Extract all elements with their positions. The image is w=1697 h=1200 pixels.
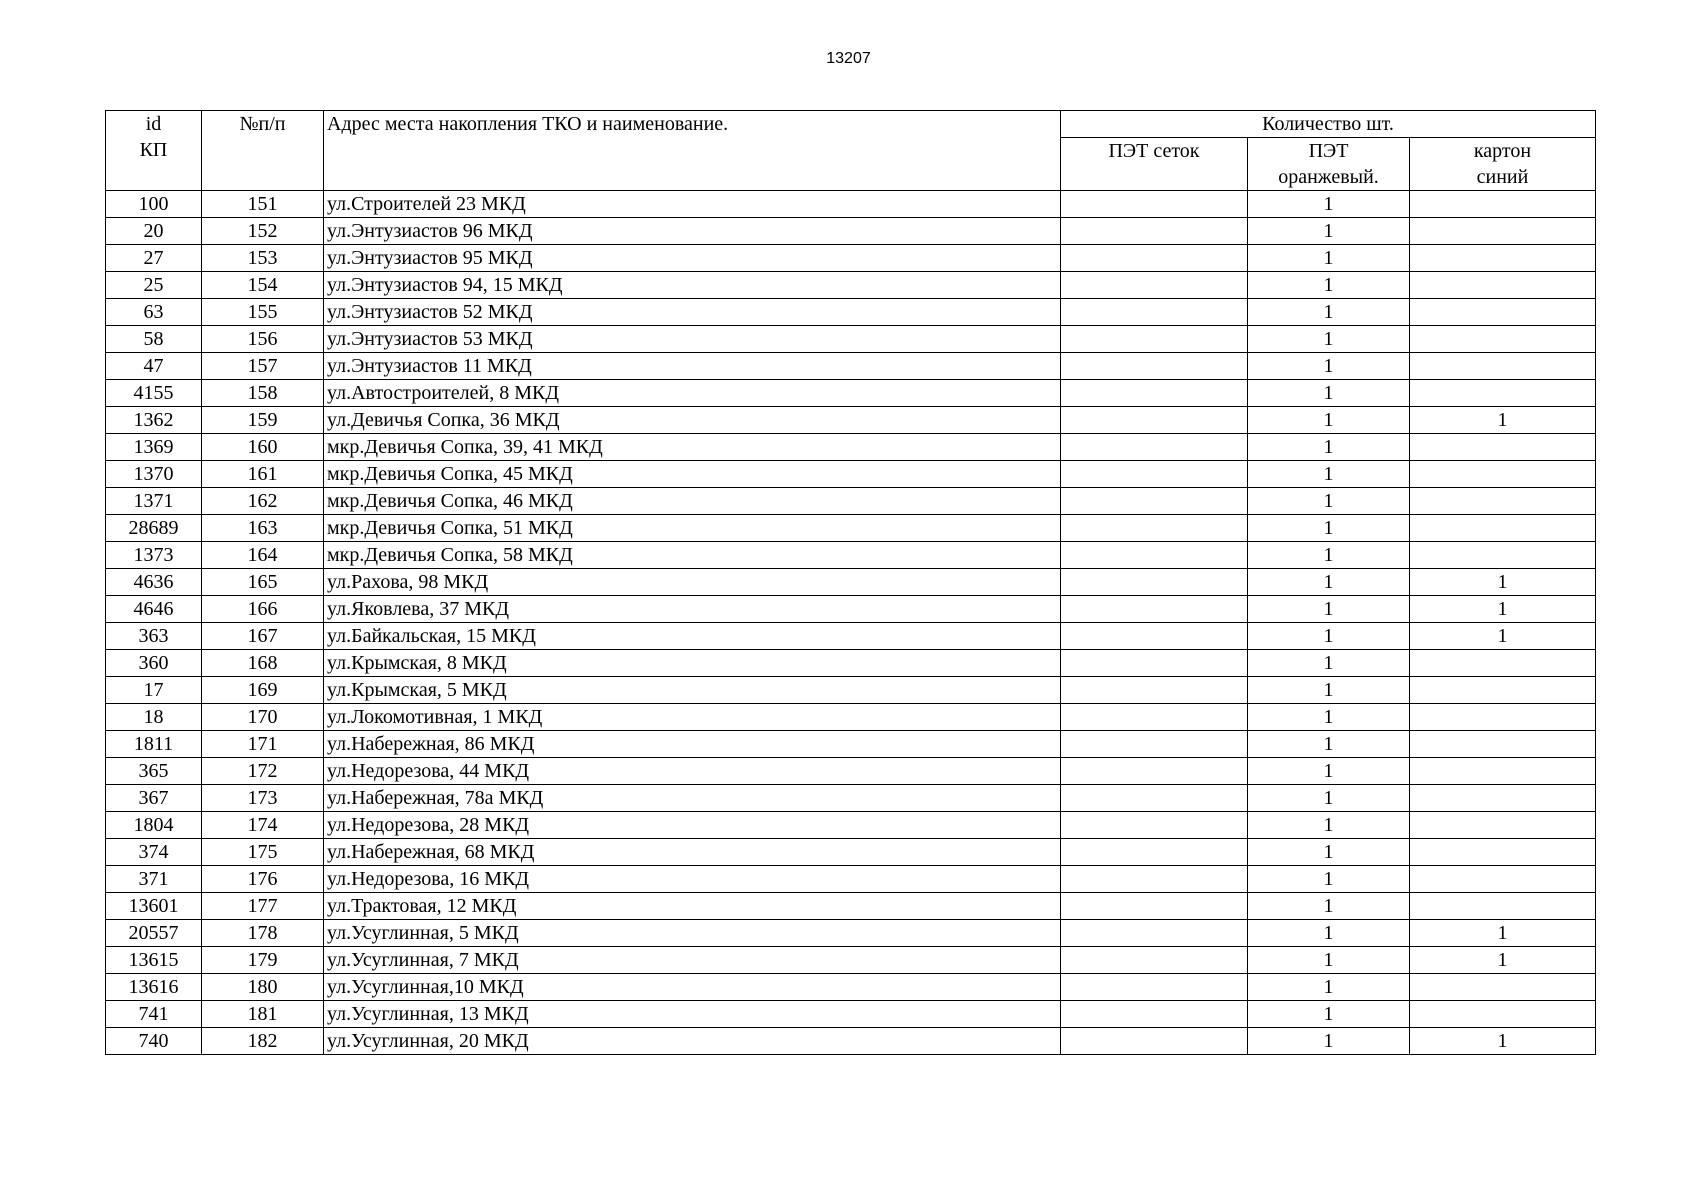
- cell-num: 169: [202, 677, 324, 704]
- cell-id: 741: [106, 1001, 202, 1028]
- cell-carton-blue: [1410, 461, 1596, 488]
- cell-num: 176: [202, 866, 324, 893]
- cell-pet-orange: 1: [1248, 650, 1410, 677]
- cell-carton-blue: [1410, 893, 1596, 920]
- cell-pet-orange: 1: [1248, 839, 1410, 866]
- header-pet-orange-line1: ПЭТ: [1308, 140, 1349, 162]
- cell-pet-orange: 1: [1248, 785, 1410, 812]
- cell-pet-set: [1061, 542, 1248, 569]
- cell-num: 155: [202, 299, 324, 326]
- cell-pet-set: [1061, 461, 1248, 488]
- cell-num: 173: [202, 785, 324, 812]
- table-row: [106, 434, 1596, 461]
- cell-address: ул.Набережная, 68 МКД: [324, 839, 1061, 866]
- cell-carton-blue: [1410, 704, 1596, 731]
- header-num: №п/п: [202, 111, 324, 191]
- table-header: [106, 111, 1596, 191]
- cell-id: 1362: [106, 407, 202, 434]
- cell-pet-orange: 1: [1248, 596, 1410, 623]
- cell-pet-orange: 1: [1248, 623, 1410, 650]
- cell-address: мкр.Девичья Сопка, 46 МКД: [324, 488, 1061, 515]
- cell-id: 365: [106, 758, 202, 785]
- cell-pet-orange: 1: [1248, 380, 1410, 407]
- cell-pet-set: [1061, 434, 1248, 461]
- cell-carton-blue: [1410, 677, 1596, 704]
- cell-pet-orange: 1: [1248, 407, 1410, 434]
- table-body: [106, 191, 1596, 1055]
- cell-pet-set: [1061, 812, 1248, 839]
- table-row: [106, 353, 1596, 380]
- cell-num: 151: [202, 191, 324, 218]
- cell-pet-set: [1061, 407, 1248, 434]
- cell-num: 170: [202, 704, 324, 731]
- table-row: [106, 650, 1596, 677]
- cell-carton-blue: 1: [1410, 596, 1596, 623]
- cell-num: 177: [202, 893, 324, 920]
- table-row: [106, 947, 1596, 974]
- cell-carton-blue: [1410, 974, 1596, 1001]
- table-row: [106, 569, 1596, 596]
- cell-id: 4646: [106, 596, 202, 623]
- cell-pet-set: [1061, 785, 1248, 812]
- cell-num: 181: [202, 1001, 324, 1028]
- cell-pet-orange: 1: [1248, 218, 1410, 245]
- cell-address: ул.Энтузиастов 53 МКД: [324, 326, 1061, 353]
- cell-num: 167: [202, 623, 324, 650]
- cell-id: 374: [106, 839, 202, 866]
- containers-table: [105, 110, 1596, 1055]
- cell-pet-orange: 1: [1248, 893, 1410, 920]
- cell-id: 1369: [106, 434, 202, 461]
- cell-num: 165: [202, 569, 324, 596]
- table-row: [106, 461, 1596, 488]
- cell-id: 360: [106, 650, 202, 677]
- cell-pet-set: [1061, 1028, 1248, 1055]
- cell-pet-set: [1061, 839, 1248, 866]
- cell-carton-blue: [1410, 650, 1596, 677]
- cell-carton-blue: 1: [1410, 920, 1596, 947]
- cell-pet-set: [1061, 596, 1248, 623]
- table-row: [106, 866, 1596, 893]
- table-row: [106, 839, 1596, 866]
- cell-pet-orange: 1: [1248, 866, 1410, 893]
- cell-carton-blue: 1: [1410, 1028, 1596, 1055]
- cell-pet-orange: 1: [1248, 245, 1410, 272]
- cell-address: ул.Усуглинная, 13 МКД: [324, 1001, 1061, 1028]
- cell-carton-blue: [1410, 380, 1596, 407]
- cell-pet-orange: 1: [1248, 542, 1410, 569]
- cell-carton-blue: [1410, 272, 1596, 299]
- cell-pet-set: [1061, 326, 1248, 353]
- cell-carton-blue: [1410, 1001, 1596, 1028]
- cell-num: 178: [202, 920, 324, 947]
- cell-address: мкр.Девичья Сопка, 58 МКД: [324, 542, 1061, 569]
- cell-pet-orange: 1: [1248, 461, 1410, 488]
- cell-id: 63: [106, 299, 202, 326]
- cell-pet-orange: 1: [1248, 947, 1410, 974]
- cell-address: ул.Автостроителей, 8 МКД: [324, 380, 1061, 407]
- cell-pet-orange: 1: [1248, 677, 1410, 704]
- cell-pet-set: [1061, 245, 1248, 272]
- table-row: [106, 218, 1596, 245]
- cell-pet-set: [1061, 353, 1248, 380]
- header-id: [106, 111, 202, 191]
- cell-carton-blue: [1410, 245, 1596, 272]
- cell-num: 154: [202, 272, 324, 299]
- cell-address: ул.Энтузиастов 96 МКД: [324, 218, 1061, 245]
- cell-address: ул.Энтузиастов 94, 15 МКД: [324, 272, 1061, 299]
- table-row: [106, 596, 1596, 623]
- cell-id: 20557: [106, 920, 202, 947]
- table-row: [106, 191, 1596, 218]
- cell-address: мкр.Девичья Сопка, 51 МКД: [324, 515, 1061, 542]
- header-id-line2: КП: [139, 139, 168, 161]
- cell-pet-orange: 1: [1248, 1028, 1410, 1055]
- cell-carton-blue: [1410, 785, 1596, 812]
- cell-address: ул.Энтузиастов 11 МКД: [324, 353, 1061, 380]
- cell-num: 162: [202, 488, 324, 515]
- cell-id: 1373: [106, 542, 202, 569]
- cell-address: ул.Энтузиастов 52 МКД: [324, 299, 1061, 326]
- cell-pet-orange: 1: [1248, 974, 1410, 1001]
- cell-pet-set: [1061, 947, 1248, 974]
- cell-address: ул.Усуглинная, 7 МКД: [324, 947, 1061, 974]
- cell-id: 18: [106, 704, 202, 731]
- cell-num: 175: [202, 839, 324, 866]
- cell-num: 172: [202, 758, 324, 785]
- cell-id: 1811: [106, 731, 202, 758]
- header-pet-orange-line2: оранжевый.: [1278, 166, 1379, 188]
- cell-id: 367: [106, 785, 202, 812]
- cell-num: 153: [202, 245, 324, 272]
- cell-num: 152: [202, 218, 324, 245]
- cell-pet-set: [1061, 704, 1248, 731]
- cell-pet-orange: 1: [1248, 326, 1410, 353]
- cell-id: 17: [106, 677, 202, 704]
- table-row: [106, 677, 1596, 704]
- cell-address: ул.Локомотивная, 1 МКД: [324, 704, 1061, 731]
- cell-num: 174: [202, 812, 324, 839]
- cell-id: 371: [106, 866, 202, 893]
- cell-address: ул.Рахова, 98 МКД: [324, 569, 1061, 596]
- cell-id: 4155: [106, 380, 202, 407]
- table-row: [106, 704, 1596, 731]
- cell-address: ул.Энтузиастов 95 МКД: [324, 245, 1061, 272]
- cell-address: ул.Яковлева, 37 МКД: [324, 596, 1061, 623]
- cell-carton-blue: [1410, 488, 1596, 515]
- cell-carton-blue: [1410, 353, 1596, 380]
- cell-address: ул.Крымская, 8 МКД: [324, 650, 1061, 677]
- table-row: [106, 623, 1596, 650]
- page-number: 13207: [826, 50, 871, 67]
- cell-pet-orange: 1: [1248, 812, 1410, 839]
- cell-num: 164: [202, 542, 324, 569]
- table-row: [106, 542, 1596, 569]
- cell-address: мкр.Девичья Сопка, 39, 41 МКД: [324, 434, 1061, 461]
- table-row: [106, 731, 1596, 758]
- cell-address: ул.Трактовая, 12 МКД: [324, 893, 1061, 920]
- cell-carton-blue: [1410, 218, 1596, 245]
- table-row: [106, 974, 1596, 1001]
- cell-pet-set: [1061, 731, 1248, 758]
- header-id-line1: id: [145, 113, 162, 135]
- cell-carton-blue: [1410, 515, 1596, 542]
- cell-address: ул.Набережная, 86 МКД: [324, 731, 1061, 758]
- cell-id: 1804: [106, 812, 202, 839]
- table-row: [106, 515, 1596, 542]
- cell-pet-set: [1061, 866, 1248, 893]
- cell-pet-set: [1061, 920, 1248, 947]
- cell-pet-set: [1061, 1001, 1248, 1028]
- cell-carton-blue: [1410, 191, 1596, 218]
- cell-num: 158: [202, 380, 324, 407]
- cell-pet-orange: 1: [1248, 353, 1410, 380]
- cell-pet-orange: 1: [1248, 272, 1410, 299]
- cell-address: ул.Недорезова, 28 МКД: [324, 812, 1061, 839]
- cell-id: 740: [106, 1028, 202, 1055]
- cell-pet-orange: 1: [1248, 434, 1410, 461]
- cell-num: 166: [202, 596, 324, 623]
- cell-pet-orange: 1: [1248, 758, 1410, 785]
- cell-address: ул.Крымская, 5 МКД: [324, 677, 1061, 704]
- cell-pet-orange: 1: [1248, 569, 1410, 596]
- cell-address: ул.Усуглинная, 5 МКД: [324, 920, 1061, 947]
- cell-carton-blue: 1: [1410, 407, 1596, 434]
- cell-num: 161: [202, 461, 324, 488]
- table-row: [106, 245, 1596, 272]
- cell-num: 159: [202, 407, 324, 434]
- cell-pet-orange: 1: [1248, 920, 1410, 947]
- cell-pet-set: [1061, 191, 1248, 218]
- cell-carton-blue: 1: [1410, 623, 1596, 650]
- table-row: [106, 812, 1596, 839]
- table-row: [106, 488, 1596, 515]
- table-row: [106, 785, 1596, 812]
- cell-address: ул.Усуглинная,10 МКД: [324, 974, 1061, 1001]
- table-row: [106, 299, 1596, 326]
- cell-pet-orange: 1: [1248, 1001, 1410, 1028]
- cell-pet-set: [1061, 893, 1248, 920]
- cell-id: 47: [106, 353, 202, 380]
- cell-num: 160: [202, 434, 324, 461]
- header-carton-line1: картон: [1473, 140, 1532, 162]
- cell-address: ул.Набережная, 78а МКД: [324, 785, 1061, 812]
- cell-pet-orange: 1: [1248, 731, 1410, 758]
- cell-id: 13615: [106, 947, 202, 974]
- header-carton-line2: синий: [1476, 166, 1529, 188]
- cell-pet-set: [1061, 569, 1248, 596]
- cell-num: 168: [202, 650, 324, 677]
- cell-carton-blue: [1410, 812, 1596, 839]
- cell-pet-set: [1061, 974, 1248, 1001]
- cell-num: 180: [202, 974, 324, 1001]
- table-row: [106, 1028, 1596, 1055]
- cell-address: ул.Байкальская, 15 МКД: [324, 623, 1061, 650]
- table-row: [106, 920, 1596, 947]
- cell-id: 1371: [106, 488, 202, 515]
- cell-num: 157: [202, 353, 324, 380]
- cell-pet-orange: 1: [1248, 191, 1410, 218]
- cell-id: 13601: [106, 893, 202, 920]
- cell-pet-set: [1061, 380, 1248, 407]
- header-carton: [1410, 138, 1596, 191]
- table-row: [106, 1001, 1596, 1028]
- cell-carton-blue: [1410, 866, 1596, 893]
- table-row: [106, 893, 1596, 920]
- cell-num: 171: [202, 731, 324, 758]
- table-row: [106, 758, 1596, 785]
- header-pet-set: ПЭТ сеток: [1061, 138, 1248, 191]
- cell-id: 100: [106, 191, 202, 218]
- cell-id: 363: [106, 623, 202, 650]
- cell-pet-set: [1061, 650, 1248, 677]
- table-row: [106, 407, 1596, 434]
- cell-address: ул.Недорезова, 16 МКД: [324, 866, 1061, 893]
- cell-id: 20: [106, 218, 202, 245]
- cell-pet-set: [1061, 758, 1248, 785]
- cell-pet-orange: 1: [1248, 299, 1410, 326]
- header-pet-orange: [1248, 138, 1410, 191]
- cell-carton-blue: [1410, 299, 1596, 326]
- cell-address: мкр.Девичья Сопка, 45 МКД: [324, 461, 1061, 488]
- cell-pet-set: [1061, 299, 1248, 326]
- header-quantity: Количество шт.: [1061, 111, 1596, 138]
- cell-id: 58: [106, 326, 202, 353]
- cell-num: 182: [202, 1028, 324, 1055]
- cell-carton-blue: [1410, 839, 1596, 866]
- cell-address: ул.Усуглинная, 20 МКД: [324, 1028, 1061, 1055]
- table-row: [106, 326, 1596, 353]
- cell-id: 4636: [106, 569, 202, 596]
- cell-carton-blue: [1410, 731, 1596, 758]
- cell-pet-set: [1061, 488, 1248, 515]
- cell-id: 27: [106, 245, 202, 272]
- cell-carton-blue: 1: [1410, 569, 1596, 596]
- cell-address: ул.Недорезова, 44 МКД: [324, 758, 1061, 785]
- cell-carton-blue: [1410, 758, 1596, 785]
- cell-pet-orange: 1: [1248, 515, 1410, 542]
- cell-pet-orange: 1: [1248, 704, 1410, 731]
- cell-num: 163: [202, 515, 324, 542]
- cell-num: 156: [202, 326, 324, 353]
- cell-pet-set: [1061, 623, 1248, 650]
- cell-address: ул.Девичья Сопка, 36 МКД: [324, 407, 1061, 434]
- header-address: Адрес места накопления ТКО и наименование.: [324, 111, 1061, 191]
- cell-carton-blue: 1: [1410, 947, 1596, 974]
- cell-id: 28689: [106, 515, 202, 542]
- cell-pet-set: [1061, 677, 1248, 704]
- cell-pet-set: [1061, 218, 1248, 245]
- cell-num: 179: [202, 947, 324, 974]
- cell-pet-set: [1061, 272, 1248, 299]
- cell-id: 1370: [106, 461, 202, 488]
- cell-carton-blue: [1410, 326, 1596, 353]
- cell-id: 25: [106, 272, 202, 299]
- cell-id: 13616: [106, 974, 202, 1001]
- cell-pet-set: [1061, 515, 1248, 542]
- cell-carton-blue: [1410, 542, 1596, 569]
- table-row: [106, 272, 1596, 299]
- cell-carton-blue: [1410, 434, 1596, 461]
- cell-address: ул.Строителей 23 МКД: [324, 191, 1061, 218]
- table-row: [106, 380, 1596, 407]
- cell-pet-orange: 1: [1248, 488, 1410, 515]
